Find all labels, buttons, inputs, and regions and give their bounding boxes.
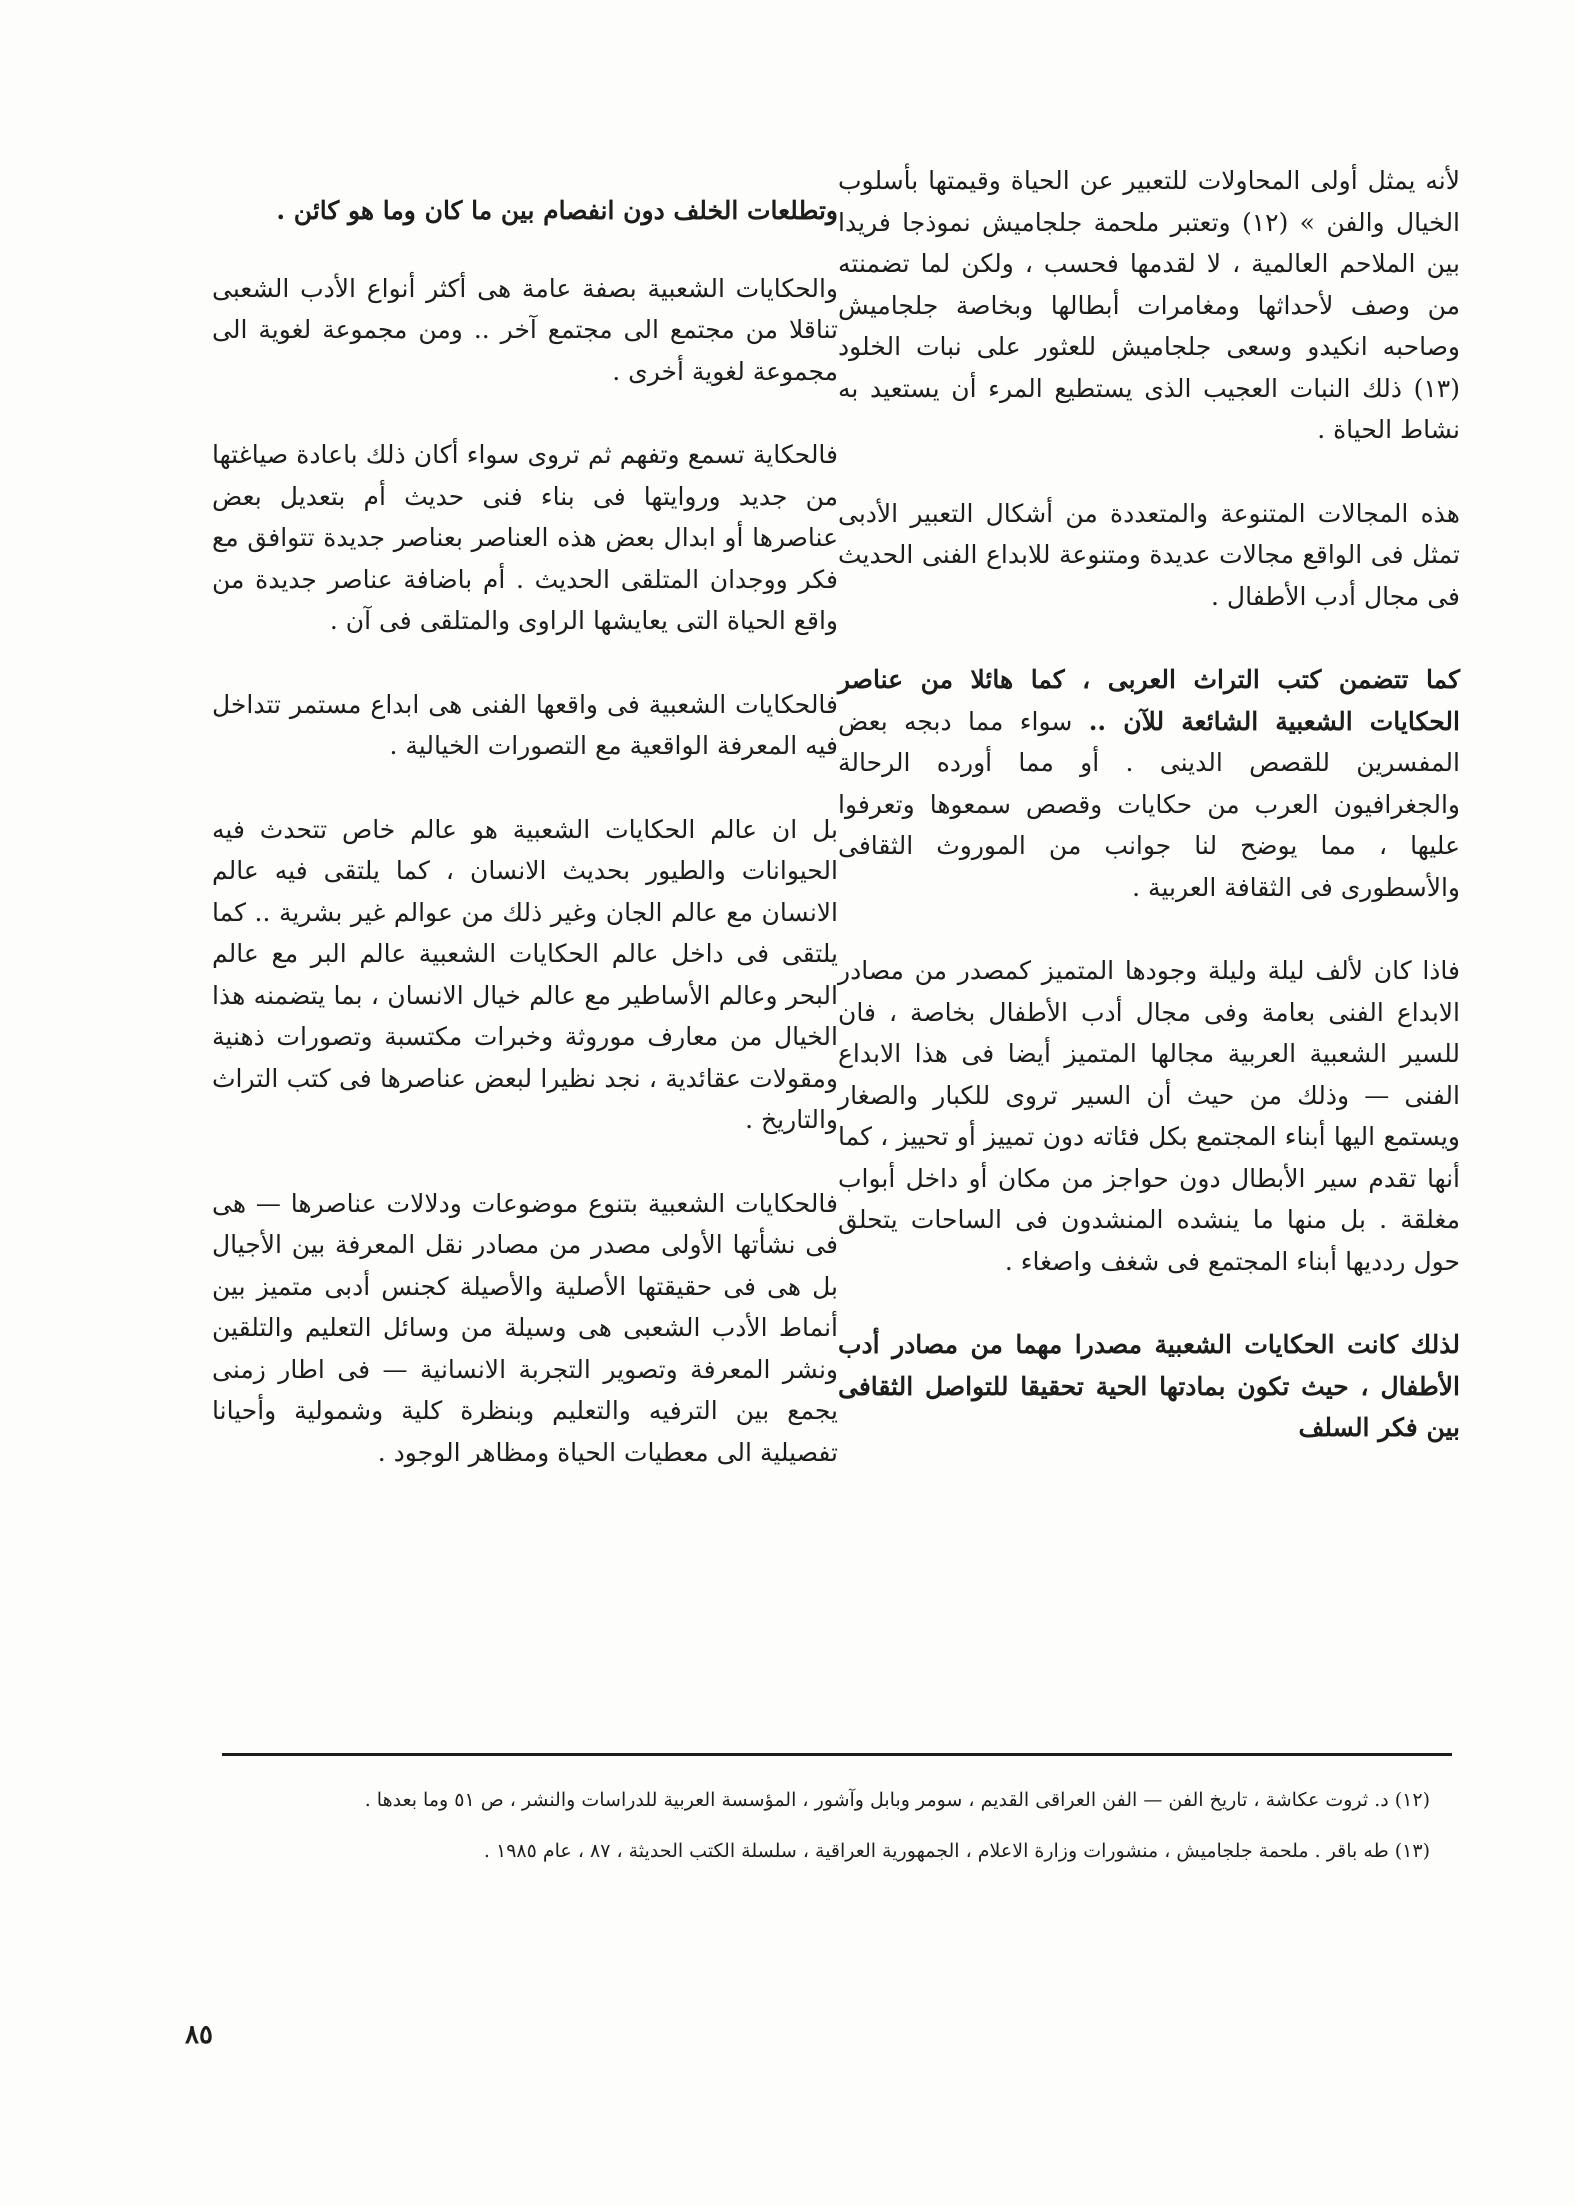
footnote-divider — [222, 1753, 1452, 1756]
right-paragraph-5: لذلك كانت الحكايات الشعبية مصدرا مهما من مصادر أدب الأطفال ، حيث تكون بمادتها الحية تحقيقا للتواصل الثقافى بين فكر السلف — [838, 1330, 1460, 1442]
left-heading: وتطلعات الخلف دون انفصام بين ما كان وما هو كائن . — [276, 196, 838, 225]
footnotes — [280, 1785, 1430, 1887]
right-paragraph-3-rest: سواء مما دبجه بعض المفسرين للقصص الدينى . أو مما أورده الرحالة والجغرافيون العرب من حكايات وقصص سمعوها وتعرفوا عليها ، مما يوضح لنا جوانب من الموروث الثقافى والأسطورى فى الثقافة العربية . — [838, 706, 1460, 902]
right-paragraph-2: هذه المجالات المتنوعة والمتعددة من أشكال التعبير الأدبى تمثل فى الواقع مجالات عديدة ومتنوعة للابداع الفنى الحديث فى مجال أدب الأطفال . — [838, 498, 1460, 611]
right-column — [838, 160, 1460, 1491]
footnote-13: (١٣) طه باقر . ملحمة جلجاميش ، منشورات وزارة الاعلام ، الجمهورية العراقية ، سلسلة الكتب الحديثة ، ٨٧ ، عام ١٩٨٥ . — [483, 1840, 1430, 1862]
right-paragraph-3-bold: كما تتضمن كتب التراث العربى ، كما هائلا من عناصر الحكايات الشعبية الشائعة للآن .. — [838, 665, 1460, 736]
page-number: ٨٥ — [185, 2020, 213, 2050]
left-paragraph-4: بل ان عالم الحكايات الشعبية هو عالم خاص تتحدث فيه الحيوانات والطيور بحديث الانسان ، كما يلتقى فيه عالم الانسان مع عالم الجان وغير ذلك من عوالم غير بشرية .. كما يلتقى فى داخل عالم الحكايات الشعبية عالم البر مع عالم البحر وعالم الأساطير مع عالم خيال الانسان ، بما يتضمنه هذا الخيال من معارف موروثة وخبرات مكتسبة وتصورات ذهنية ومقولات عقائدية ، نجد نظيرا لبعض عناصرها فى كتب التراث والتاريخ . — [212, 814, 838, 1134]
right-paragraph-4: فاذا كان لألف ليلة وليلة وجودها المتميز كمصدر من مصادر الابداع الفنى بعامة وفى مجال أدب الأطفال بخاصة ، فان للسير الشعبية العربية مجالها المتميز أيضا فى هذا الابداع الفنى — وذلك من حيث أن السير تروى للكبار والصغار ويستمع اليها أبناء المجتمع بكل فئاته دون تمييز أو تحييز ، كما أنها تقدم سير الأبطال دون حواجز من مكان أو داخل أبواب مغلقة . بل منها ما ينشده المنشدون فى الساحات يتحلق حول ردديها أبناء المجتمع فى شغف واصغاء . — [838, 956, 1460, 1276]
footnote-12: (١٢) د. ثروت عكاشة ، تاريخ الفن — الفن العراقى القديم ، سومر وبابل وآشور ، المؤسسة العربية للدراسات والنشر ، ص ٥١ وما بعدها . — [364, 1789, 1430, 1811]
left-column — [212, 190, 838, 1515]
left-paragraph-2: فالحكاية تسمع وتفهم ثم تروى سواء أكان ذلك باعادة صياغتها من جديد وروايتها فى بناء فنى حديث أم بتعديل بعض عناصرها أو ابدال بعض هذه العناصر بعناصر جديدة تتوافق مع فكر ووجدان المتلقى الحديث . أم باضافة عناصر جديدة من واقع الحياة التى يعايشها الراوى والمتلقى فى آن . — [212, 440, 838, 635]
left-paragraph-5: فالحكايات الشعبية بتنوع موضوعات ودلالات عناصرها — هى فى نشأتها الأولى مصدر من مصادر نقل المعرفة بين الأجيال بل هى فى حقيقتها الأصلية والأصيلة كجنس أدبى متميز بين أنماط الأدب الشعبى هى وسيلة من وسائل التعليم والتلقين ونشر المعرفة وتصوير التجربة الانسانية — فى اطار زمنى يجمع بين الترفيه والتعليم وبنظرة كلية وشمولية وأحيانا تفصيلية الى معطيات الحياة ومظاهر الوجود . — [212, 1188, 838, 1467]
right-paragraph-1: لأنه يمثل أولى المحاولات للتعبير عن الحياة وقيمتها بأسلوب الخيال والفن » (١٢) وتعتبر ملحمة جلجاميش نموذجا فريدا بين الملاحم العالمية ، لا لقدمها فحسب ، ولكن لما تضمنته من وصف لأحداثها ومغامرات أبطالها وبخاصة جلجاميش وصاحبه انكيدو وسعى جلجاميش للعثور على نبات الخلود (١٣) ذلك النبات العجيب الذى يستطيع المرء أن يستعيد به نشاط الحياة . — [838, 166, 1461, 444]
left-paragraph-3: فالحكايات الشعبية فى واقعها الفنى هى ابداع مستمر تتداخل فيه المعرفة الواقعية مع التصورات الخيالية . — [212, 689, 838, 760]
left-paragraph-1: والحكايات الشعبية بصفة عامة هى أكثر أنواع الأدب الشعبى تناقلا من مجتمع الى مجتمع آخر .. ومن مجموعة لغوية الى مجموعة لغوية أخرى . — [212, 273, 838, 386]
right-paragraph-3 — [838, 659, 1460, 908]
